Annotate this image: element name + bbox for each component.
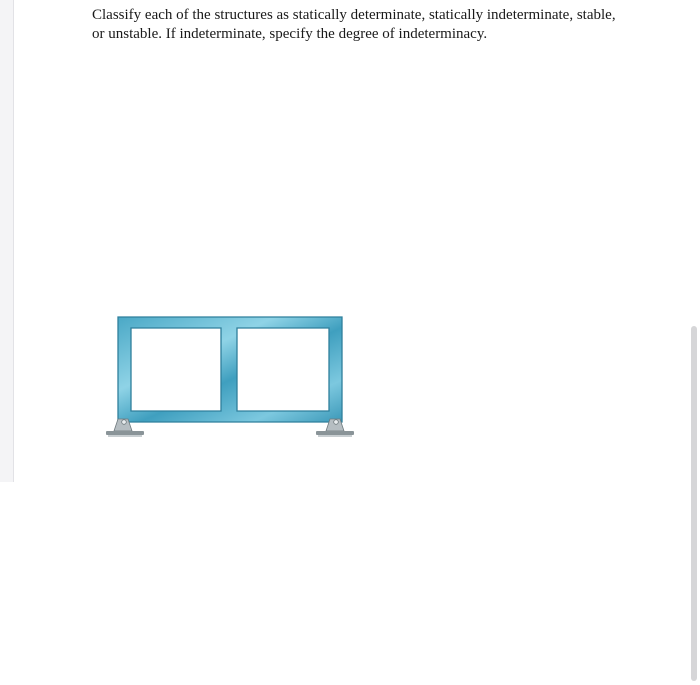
scrollbar-track[interactable] <box>688 0 700 685</box>
two-bay-frame <box>118 317 342 422</box>
frame-structure-figure <box>100 305 365 455</box>
scrollbar-thumb[interactable] <box>691 326 697 681</box>
question-text <box>92 6 652 44</box>
question-line-2: or unstable. If indeterminate, specify the degree of indeterminacy. <box>92 26 488 42</box>
left-margin-bar <box>0 0 14 482</box>
question-line-1: Classify each of the structures as statically determinate, statically indeterminate, stable, <box>92 7 616 23</box>
